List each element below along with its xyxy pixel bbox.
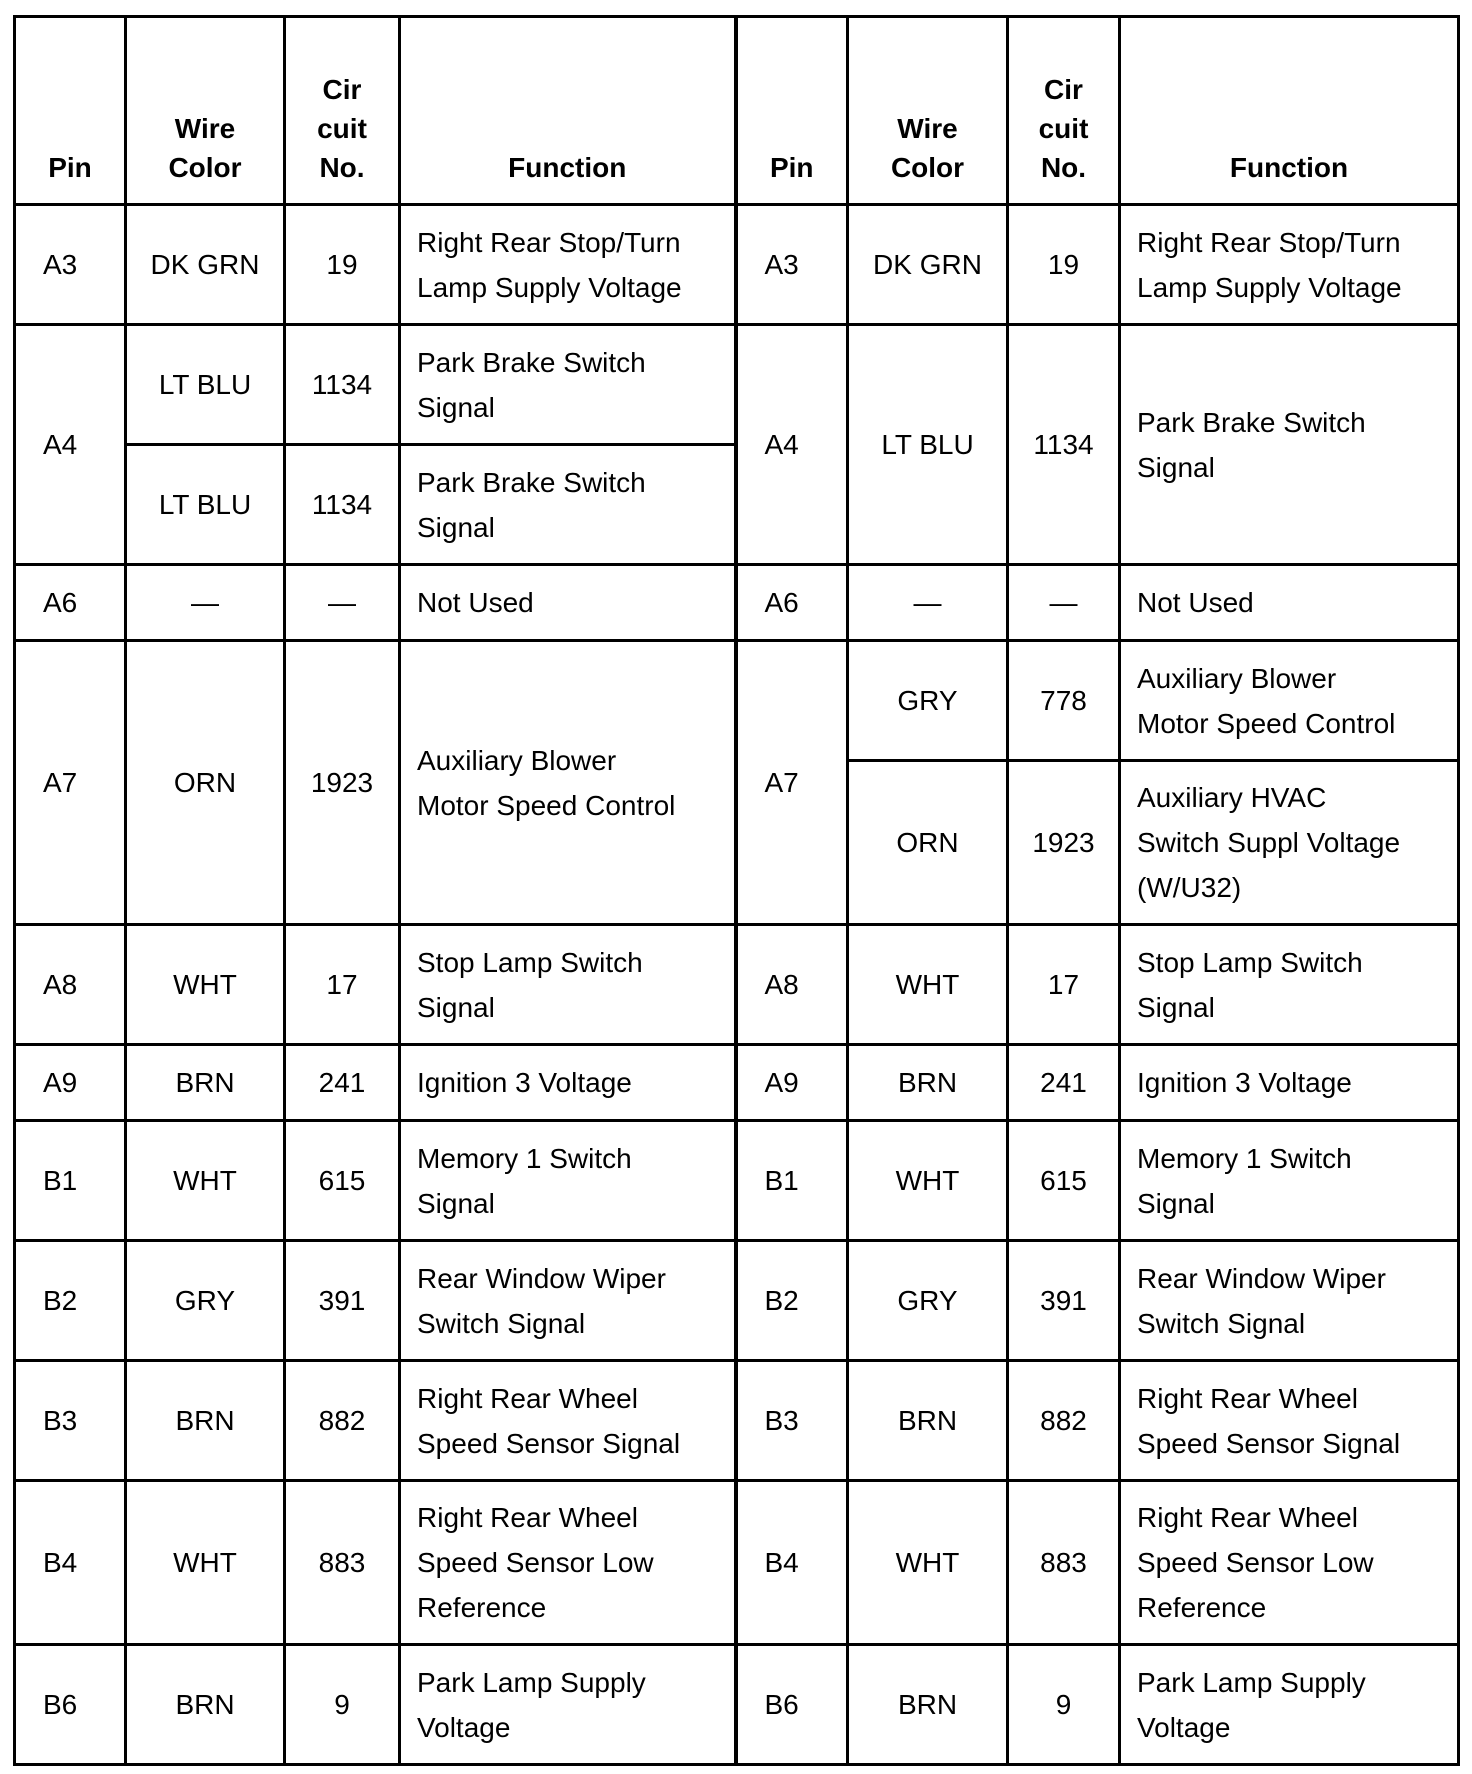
wire-color-cell: BRN	[126, 1045, 285, 1121]
header-circuit-no: Cir cuit No.	[1008, 17, 1120, 205]
function-cell: Park Brake Switch Signal	[400, 445, 736, 565]
table-row	[15, 1121, 1459, 1241]
pin-cell: A8	[15, 925, 126, 1045]
circuit-cell: 1134	[1008, 325, 1120, 565]
wire-color-cell: ORN	[848, 761, 1008, 925]
pin-cell: A4	[736, 325, 848, 565]
pin-cell: A7	[15, 641, 126, 925]
pin-cell: A6	[736, 565, 848, 641]
wire-color-cell: ORN	[126, 641, 285, 925]
function-cell: Park Lamp Supply Voltage	[1120, 1645, 1459, 1765]
pin-cell: A8	[736, 925, 848, 1045]
wire-color-cell: GRY	[126, 1241, 285, 1361]
circuit-cell: 1923	[285, 641, 400, 925]
header-pin: Pin	[15, 17, 126, 205]
function-cell: Stop Lamp Switch Signal	[1120, 925, 1459, 1045]
function-cell: Auxiliary Blower Motor Speed Control	[1120, 641, 1459, 761]
circuit-cell: 391	[285, 1241, 400, 1361]
wire-color-cell: DK GRN	[848, 205, 1008, 325]
table-row	[15, 205, 1459, 325]
pin-cell: B2	[736, 1241, 848, 1361]
wire-color-cell: GRY	[848, 1241, 1008, 1361]
circuit-cell: 778	[1008, 641, 1120, 761]
function-cell: Right Rear Wheel Speed Sensor Signal	[400, 1361, 736, 1481]
pin-cell: B6	[736, 1645, 848, 1765]
pin-cell: A9	[736, 1045, 848, 1121]
wire-color-cell: WHT	[126, 1121, 285, 1241]
connector-pinout-table	[13, 15, 1460, 1766]
pin-cell: A3	[15, 205, 126, 325]
function-cell: Right Rear Wheel Speed Sensor Signal	[1120, 1361, 1459, 1481]
header-wire-color: Wire Color	[126, 17, 285, 205]
function-cell: Right Rear Stop/Turn Lamp Supply Voltage	[1120, 205, 1459, 325]
function-cell: Right Rear Stop/Turn Lamp Supply Voltage	[400, 205, 736, 325]
function-cell: Not Used	[400, 565, 736, 641]
header-row	[15, 17, 1459, 205]
circuit-cell: 9	[285, 1645, 400, 1765]
table-row	[15, 325, 1459, 445]
circuit-cell: 882	[285, 1361, 400, 1481]
function-cell: Rear Window Wiper Switch Signal	[400, 1241, 736, 1361]
pin-cell: A3	[736, 205, 848, 325]
circuit-cell: 19	[285, 205, 400, 325]
wire-color-cell: LT BLU	[126, 325, 285, 445]
table-row	[15, 1045, 1459, 1121]
header-function: Function	[400, 17, 736, 205]
function-cell: Ignition 3 Voltage	[400, 1045, 736, 1121]
function-cell: Not Used	[1120, 565, 1459, 641]
wire-color-cell: WHT	[126, 1481, 285, 1645]
function-cell: Right Rear Wheel Speed Sensor Low Reference	[1120, 1481, 1459, 1645]
pin-cell: A4	[15, 325, 126, 565]
function-cell: Auxiliary HVAC Switch Suppl Voltage (W/U32)	[1120, 761, 1459, 925]
wire-color-cell: WHT	[848, 1481, 1008, 1645]
table-row	[15, 565, 1459, 641]
function-cell: Stop Lamp Switch Signal	[400, 925, 736, 1045]
function-cell: Park Brake Switch Signal	[1120, 325, 1459, 565]
pin-cell: B2	[15, 1241, 126, 1361]
header-wire-color: Wire Color	[848, 17, 1008, 205]
circuit-cell: 391	[1008, 1241, 1120, 1361]
circuit-cell: 615	[285, 1121, 400, 1241]
pin-cell: B3	[15, 1361, 126, 1481]
wire-color-cell: LT BLU	[126, 445, 285, 565]
function-cell: Memory 1 Switch Signal	[1120, 1121, 1459, 1241]
pin-cell: A6	[15, 565, 126, 641]
function-cell: Auxiliary Blower Motor Speed Control	[400, 641, 736, 925]
pin-cell: B3	[736, 1361, 848, 1481]
wire-color-cell: BRN	[848, 1045, 1008, 1121]
circuit-cell: 615	[1008, 1121, 1120, 1241]
wire-color-cell: —	[126, 565, 285, 641]
pin-cell: A9	[15, 1045, 126, 1121]
pin-cell: B6	[15, 1645, 126, 1765]
circuit-cell: 883	[1008, 1481, 1120, 1645]
function-cell: Ignition 3 Voltage	[1120, 1045, 1459, 1121]
wire-color-cell: GRY	[848, 641, 1008, 761]
function-cell: Park Lamp Supply Voltage	[400, 1645, 736, 1765]
circuit-cell: 883	[285, 1481, 400, 1645]
circuit-cell: —	[1008, 565, 1120, 641]
header-function: Function	[1120, 17, 1459, 205]
wire-color-cell: BRN	[126, 1361, 285, 1481]
table-row	[15, 1361, 1459, 1481]
pin-cell: B1	[736, 1121, 848, 1241]
function-cell: Park Brake Switch Signal	[400, 325, 736, 445]
pin-cell: B4	[736, 1481, 848, 1645]
table-row	[15, 1241, 1459, 1361]
wire-color-cell: WHT	[848, 925, 1008, 1045]
circuit-cell: 241	[1008, 1045, 1120, 1121]
circuit-cell: 9	[1008, 1645, 1120, 1765]
wire-color-cell: BRN	[848, 1645, 1008, 1765]
pin-cell: B4	[15, 1481, 126, 1645]
header-pin: Pin	[736, 17, 848, 205]
circuit-cell: 17	[285, 925, 400, 1045]
function-cell: Right Rear Wheel Speed Sensor Low Reference	[400, 1481, 736, 1645]
table-row	[15, 925, 1459, 1045]
circuit-cell: 241	[285, 1045, 400, 1121]
table-row	[15, 1481, 1459, 1645]
circuit-cell: 17	[1008, 925, 1120, 1045]
pin-cell: A7	[736, 641, 848, 925]
wire-color-cell: —	[848, 565, 1008, 641]
circuit-cell: 882	[1008, 1361, 1120, 1481]
pin-cell: B1	[15, 1121, 126, 1241]
circuit-cell: —	[285, 565, 400, 641]
circuit-cell: 19	[1008, 205, 1120, 325]
wire-color-cell: DK GRN	[126, 205, 285, 325]
wire-color-cell: LT BLU	[848, 325, 1008, 565]
wire-color-cell: BRN	[848, 1361, 1008, 1481]
circuit-cell: 1134	[285, 445, 400, 565]
function-cell: Rear Window Wiper Switch Signal	[1120, 1241, 1459, 1361]
wire-color-cell: WHT	[126, 925, 285, 1045]
table-row	[15, 641, 1459, 761]
wire-color-cell: WHT	[848, 1121, 1008, 1241]
header-circuit-no: Cir cuit No.	[285, 17, 400, 205]
table-row	[15, 1645, 1459, 1765]
function-cell: Memory 1 Switch Signal	[400, 1121, 736, 1241]
circuit-cell: 1923	[1008, 761, 1120, 925]
wire-color-cell: BRN	[126, 1645, 285, 1765]
circuit-cell: 1134	[285, 325, 400, 445]
